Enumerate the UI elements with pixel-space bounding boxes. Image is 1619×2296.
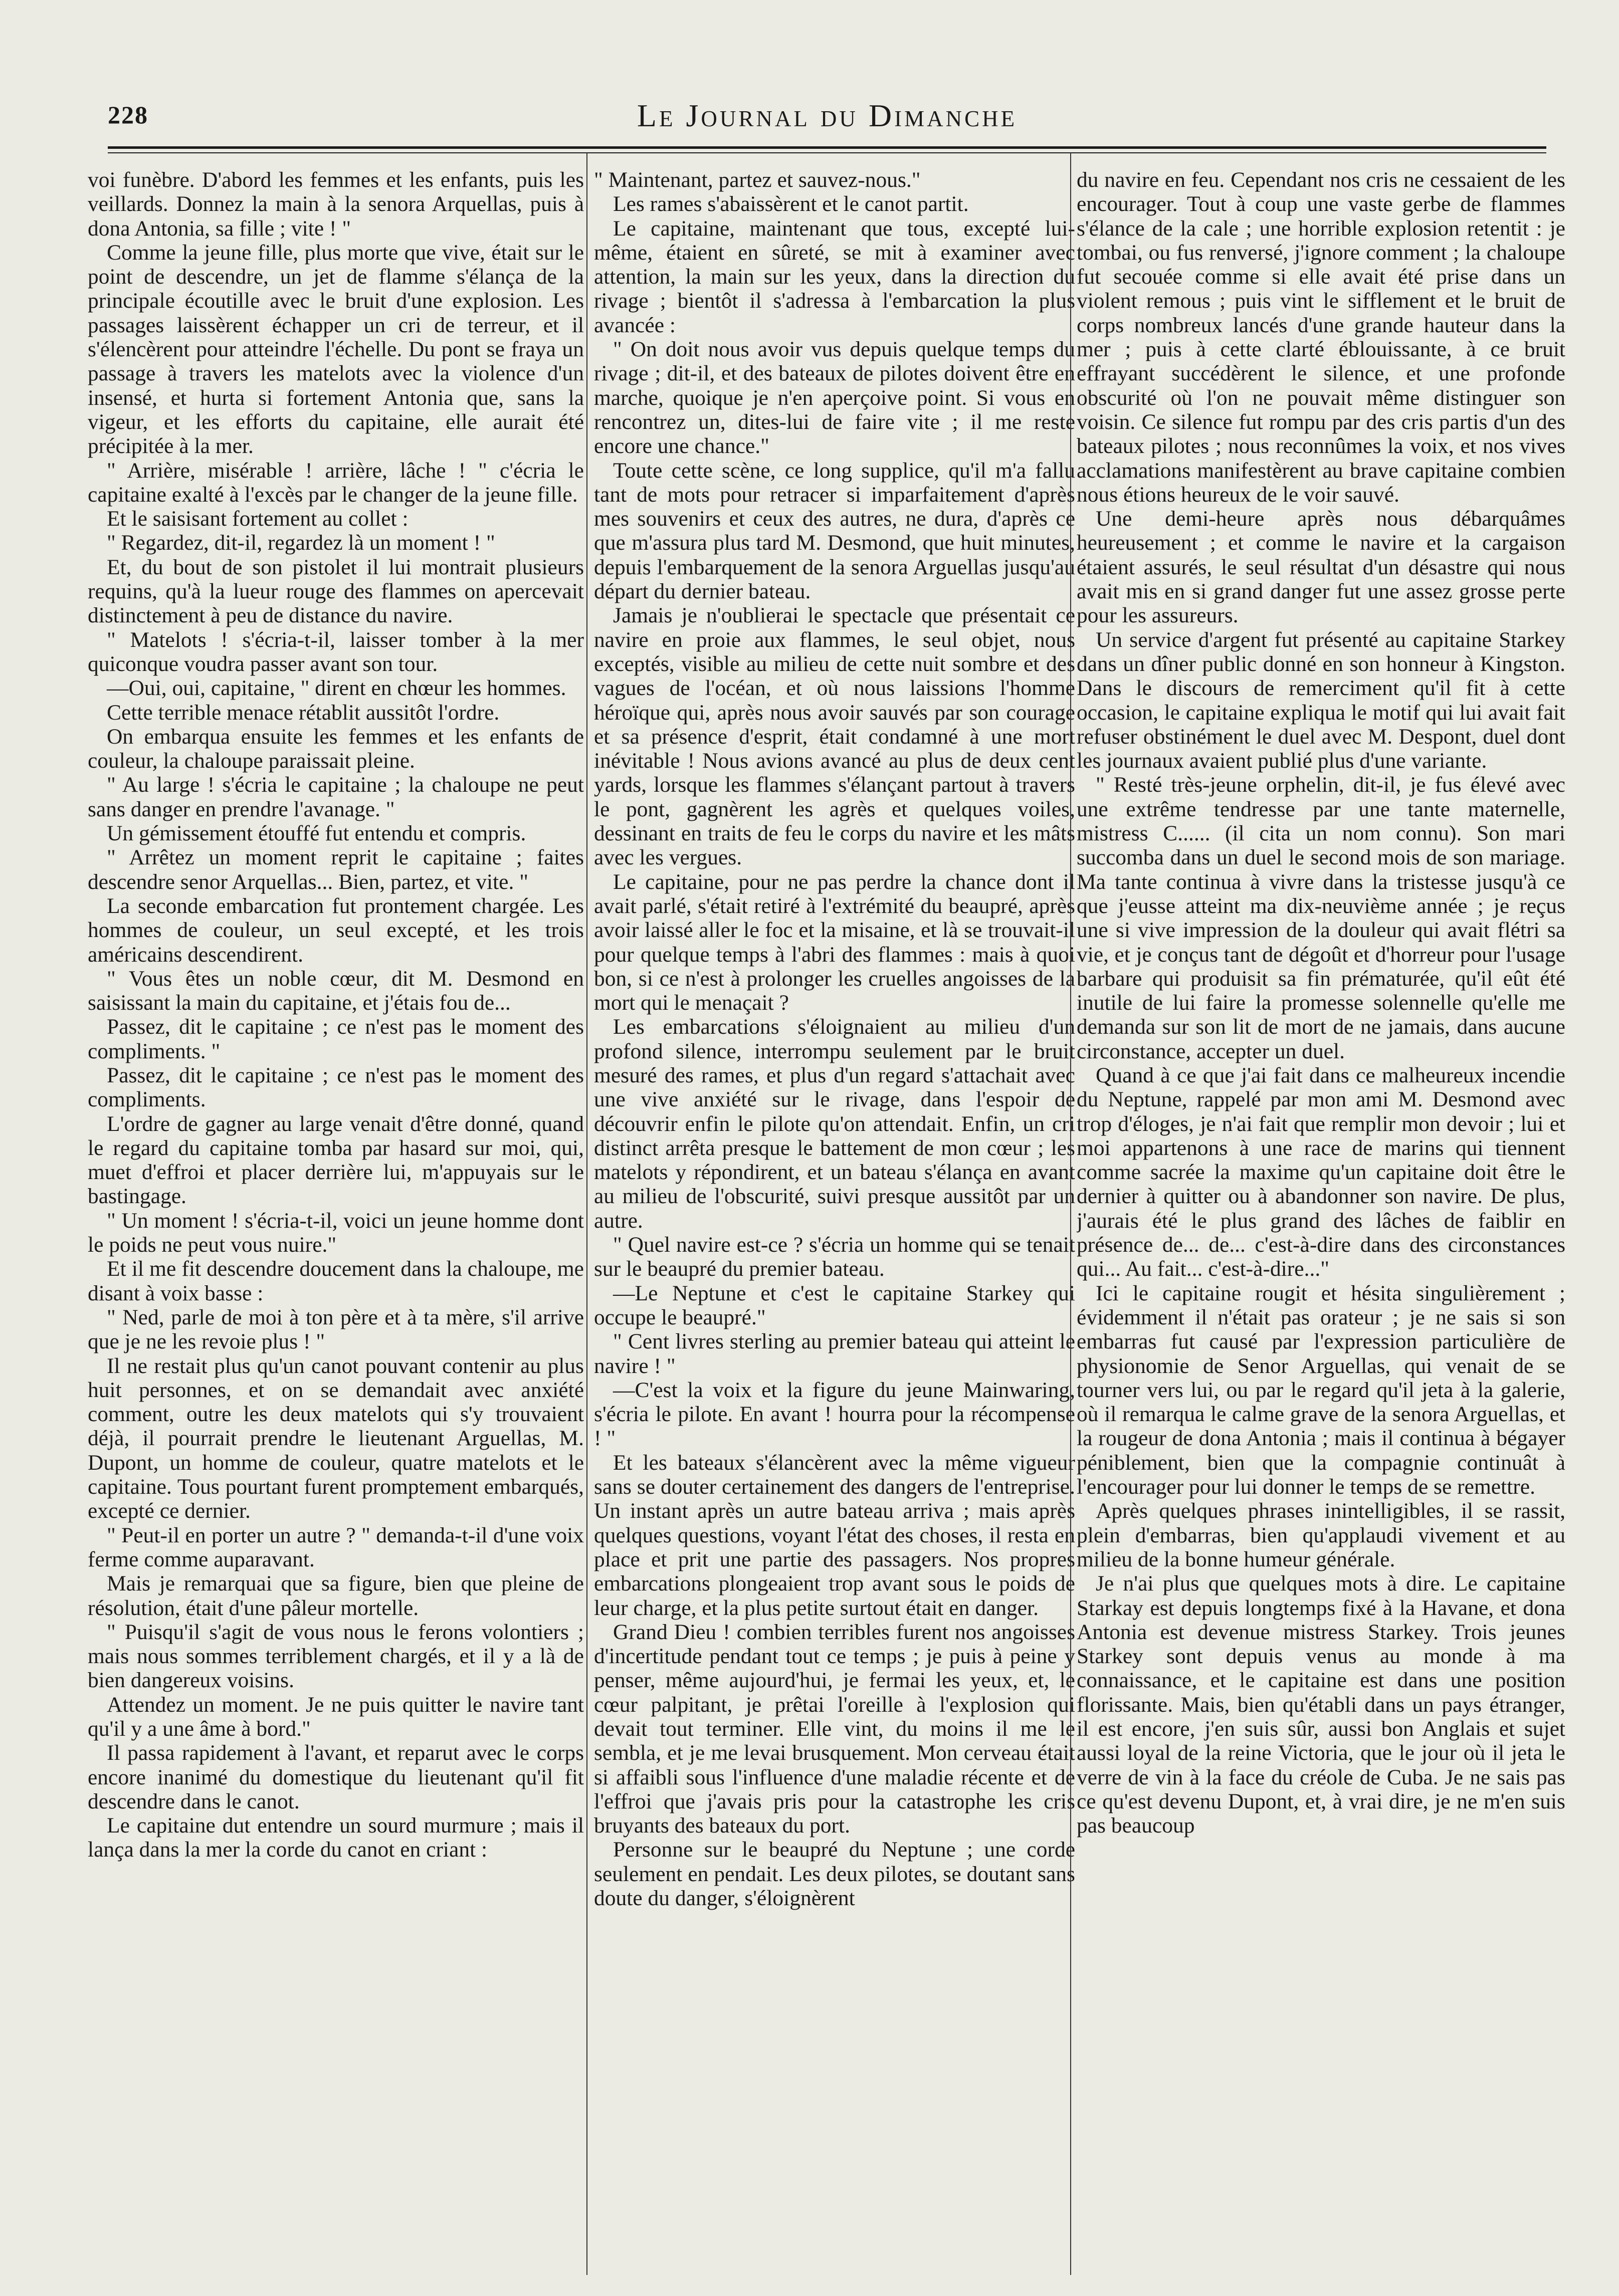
paragraph: Grand Dieu ! combien terribles furent nos angoisses d'incertitude pendant tout ce temps ; je puis à peine y penser, même aujourd'hui, je fermai les yeux, et, le cœur palpitant, je prêtai l'oreille à l'explosion qui devait tout terminer. Elle vint, du moins il me le sembla, et je me levai brusquement. Mon cerveau était si affaibli sous l'influence d'une maladie récente et de l'effroi que j'avais pris pour la catastrophe les cris bruyants des bateaux du port.	[594, 1620, 1075, 1838]
paragraph: Et il me fit descendre doucement dans la chaloupe, me disant à voix basse :	[88, 1257, 584, 1305]
paragraph: Il passa rapidement à l'avant, et reparut avec le corps encore inanimé du domestique du lieutenant qu'il fit descendre dans le canot.	[88, 1741, 584, 1813]
paragraph: " Arrière, misérable ! arrière, lâche ! " c'écria le capitaine exalté à l'excès par le changer de la jeune fille.	[88, 458, 584, 507]
paragraph: " Cent livres sterling au premier bateau qui atteint le navire ! "	[594, 1329, 1075, 1378]
column-separator-1	[586, 153, 587, 2275]
paragraph: Mais je remarquai que sa figure, bien que pleine de résolution, était d'une pâleur mortelle.	[88, 1571, 584, 1620]
header-rule-thick	[108, 146, 1546, 149]
paragraph: On embarqua ensuite les femmes et les enfants de couleur, la chaloupe paraissait pleine.	[88, 724, 584, 773]
paragraph: Quand à ce que j'ai fait dans ce malheureux incendie du Neptune, rappelé par mon ami M. Desmond avec trop d'éloges, je n'ai fait que remplir mon devoir ; lui et moi appartenons à une race de marins qui tiennent comme sacrée la maxime qu'un capitaine doit être le dernier à quitter ou à abandonner son navire. De plus, j'aurais été le plus grand des lâches de faiblir en présence de... de... c'est-à-dire dans des circonstances qui... Au fait... c'est-à-dire..."	[1077, 1063, 1565, 1281]
paragraph: Toute cette scène, ce long supplice, qu'il m'a fallu tant de mots pour retracer si imparfaitement d'après mes souvenirs et ceux des autres, ne dura, d'après ce que m'assura plus tard M. Desmond, que huit minutes, depuis l'embarquement de la senora Arguellas jusqu'au départ du dernier bateau.	[594, 458, 1075, 604]
paragraph: Le capitaine dut entendre un sourd murmure ; mais il lança dans la mer la corde du canot en criant :	[88, 1813, 584, 1862]
paragraph: voi funèbre. D'abord les femmes et les enfants, puis les veillards. Donnez la main à la senora Arquellas, puis à dona Antonia, sa fille ; vite ! "	[88, 168, 584, 241]
paragraph: Jamais je n'oublierai le spectacle que présentait ce navire en proie aux flammes, le seul objet, nous exceptés, visible au milieu de cette nuit sombre et des vagues de l'océan, et où nous laissions l'homme héroïque qui, après nous avoir sauvés par son courage et sa présence d'esprit, était condamné à une mort inévitable ! Nous avions avancé au plus de deux cent yards, lorsque les flammes s'élançant partout à travers le pont, gagnèrent les agrès et quelques voiles, dessinant en traits de feu le corps du navire et les mâts avec les vergues.	[594, 603, 1075, 870]
paragraph: Une demi-heure après nous débarquâmes heureusement ; et comme le navire et la cargaison étaient assurés, le seul résultat d'un désastre qui nous avait mis en si grand danger fut une assez grosse perte pour les assureurs.	[1077, 507, 1565, 628]
column-2	[594, 168, 1075, 2270]
paragraph: Après quelques phrases inintelligibles, il se rassit, plein d'embarras, bien qu'applaudi vivement et au milieu de la bonne humeur générale.	[1077, 1499, 1565, 1571]
paragraph: " Peut-il en porter un autre ? " demanda-t-il d'une voix ferme comme auparavant.	[88, 1523, 584, 1571]
paragraph: du navire en feu. Cependant nos cris ne cessaient de les encourager. Tout à coup une vaste gerbe de flammes s'élance de la cale ; une horrible explosion retentit : je tombai, ou fus renversé, j'ignore comment ; la chaloupe fut secouée comme si elle avait été prise dans un violent remous ; puis vint le sifflement et le bruit de corps nombreux lancés d'une grande hauteur dans la mer ; puis à cette clarté éblouissante, à ce bruit effrayant succédèrent le silence, et une profonde obscurité où l'on ne pouvait même distinguer son voisin. Ce silence fut rompu par des cris partis d'un des bateaux pilotes ; nous reconnûmes la voix, et nos vives acclamations manifestèrent au brave capitaine combien nous étions heureux de le voir sauvé.	[1077, 168, 1565, 507]
paragraph: Le capitaine, maintenant que tous, excepté lui-même, étaient en sûreté, se mit à examiner avec attention, la main sur les yeux, dans la direction du rivage ; bientôt il s'adressa à l'embarcation la plus avancée :	[594, 216, 1075, 337]
page-header	[108, 95, 1546, 145]
paragraph: Attendez un moment. Je ne puis quitter le navire tant qu'il y a une âme à bord."	[88, 1692, 584, 1741]
paragraph: Il ne restait plus qu'un canot pouvant contenir au plus huit personnes, et on se demandait avec anxiété comment, outre les deux matelots qui s'y trouvaient déjà, il pourrait prendre le lieutenant Arguellas, M. Dupont, un homme de couleur, quatre matelots et le capitaine. Tous pourtant furent promptement embarqués, excepté ce dernier.	[88, 1353, 584, 1523]
paragraph: Passez, dit le capitaine ; ce n'est pas le moment des compliments. "	[88, 1015, 584, 1063]
paragraph: Cette terrible menace rétablit aussitôt l'ordre.	[107, 700, 500, 725]
paragraph: Personne sur le beaupré du Neptune ; une corde seulement en pendait. Les deux pilotes, se doutant sans doute du danger, s'éloignèrent	[594, 1838, 1075, 1911]
paragraph: " Quel navire est-ce ? s'écria un homme qui se tenait sur le beaupré du premier bateau.	[594, 1233, 1075, 1281]
paragraph: " Resté très-jeune orphelin, dit-il, je fus élevé avec une extrême tendresse par une tante maternelle, mistress C...... (il cita un nom connu). Son mari succomba dans un duel le second mois de son mariage. Ma tante continua à vivre dans la tristesse jusqu'à ce que j'eusse atteint ma dix-neuvième année ; je reçus une si vive impression de la douleur qui avait flétri sa vie, et je conçus tant de dégoût et d'horreur pour l'usage barbare qui produisit sa fin prématurée, qu'il eût été inutile de lui faire la promesse solennelle qu'elle me demanda sur son lit de mort de ne jamais, dans aucune circonstance, accepter un duel.	[1077, 773, 1565, 1063]
paragraph: " On doit nous avoir vus depuis quelque temps du rivage ; dit-il, et des bateaux de pilotes doivent être en marche, quoique je n'en aperçoive point. Si vous en rencontrez un, dites-lui de faire vite ; il me reste encore une chance."	[594, 337, 1075, 458]
paragraph: " Vous êtes un noble cœur, dit M. Desmond en saisissant la main du capitaine, et j'étais fou de...	[88, 966, 584, 1015]
paragraph: " Matelots ! s'écria-t-il, laisser tomber à la mer quiconque voudra passer avant son tour.	[88, 627, 584, 676]
paragraph: L'ordre de gagner au large venait d'être donné, quand le regard du capitaine tomba par hasard sur moi, qui, muet d'effroi et placer derrière lui, m'appuyais sur le bastingage.	[88, 1111, 584, 1209]
paragraph: Et les bateaux s'élancèrent avec la même vigueur sans se douter certainement des dangers de l'entreprise. Un instant après un autre bateau arriva ; mais après quelques questions, voyant l'état des choses, il resta en place et prit une partie des passagers. Nos propres embarcations plongeaient trop avant sous le poids de leur charge, et la plus petite surtout était en danger.	[594, 1450, 1075, 1620]
paragraph: —Oui, oui, capitaine, " dirent en chœur les hommes.	[107, 676, 566, 701]
paragraph: Ici le capitaine rougit et hésita singulièrement ; évidemment il n'était pas orateur ; je ne sais si son embarras fut causé par l'expression particulière de physionomie de Senor Arguellas, qui venait de se tourner vers lui, ou par le regard qu'il jeta à la galerie, où il remarqua le calme grave de la senora Arguellas, et la rougeur de dona Antonia ; mais il continua à bégayer péniblement, bien que la compagnie continuât à l'encourager pour lui donner le temps de se remettre.	[1077, 1281, 1565, 1499]
paragraph: " Puisqu'il s'agit de vous nous le ferons volontiers ; mais nous sommes terriblement chargés, et il y a là de bien dangereux voisins.	[88, 1620, 584, 1693]
paragraph: La seconde embarcation fut prontement chargée. Les hommes de couleur, un seul excepté, et les trois américains descendirent.	[88, 893, 584, 967]
paragraph: " Ned, parle de moi à ton père et à ta mère, s'il arrive que je ne les revoie plus ! "	[88, 1305, 584, 1354]
paragraph: " Regardez, dit-il, regardez là un moment ! "	[107, 531, 495, 555]
paragraph: Un service d'argent fut présenté au capitaine Starkey dans un dîner public donné en son honneur à Kingston. Dans le discours de remerciment qu'il fit à cette occasion, le capitaine expliqua le motif qui lui avait fait refuser obstinément le duel avec M. Despont, duel dont les journaux avaient publié plus d'une variante.	[1077, 627, 1565, 773]
journal-title: Le Journal du Dimanche	[637, 98, 1018, 133]
paragraph: " Un moment ! s'écria-t-il, voici un jeune homme dont le poids ne peut vous nuire."	[88, 1208, 584, 1257]
paragraph: —Le Neptune et c'est le capitaine Starkey qui occupe le beaupré."	[594, 1281, 1075, 1329]
paragraph: Et, du bout de son pistolet il lui montrait plusieurs requins, qu'à la lueur rouge des flammes on apercevait distinctement à peu de distance du navire.	[88, 555, 584, 628]
paragraph: Les rames s'abaissèrent et le canot partit.	[613, 192, 969, 216]
paragraph: " Au large ! s'écria le capitaine ; la chaloupe ne peut sans danger en prendre l'avanage. "	[88, 773, 584, 821]
paragraph: Les embarcations s'éloignaient au milieu d'un profond silence, interrompu seulement par le bruit mesuré des rames, et plus d'un regard s'attachait avec une vive anxiété sur le rivage, dans l'espoir de découvrir enfin le pilote qu'on attendait. Enfin, un cri distinct arrêta presque le battement de mon cœur ; les matelots y répondirent, et un bateau s'élança en avant au milieu de l'obscurité, suivi presque aussitôt par un autre.	[594, 1015, 1075, 1233]
paragraph: —C'est la voix et la figure du jeune Mainwaring, s'écria le pilote. En avant ! hourra pour la récompense ! "	[594, 1377, 1075, 1451]
column-separator-2	[1070, 153, 1071, 2275]
paragraph: Le capitaine, pour ne pas perdre la chance dont il avait parlé, s'était retiré à l'extrémité du beaupré, après avoir laissé aller le foc et la misaine, et là se trouvait-il pour quelque temps à l'abri des flammes : mais à quoi bon, si ce n'est à prolonger les cruelles angoisses de la mort qui le menaçait ?	[594, 869, 1075, 1015]
column-3	[1077, 168, 1565, 2270]
paragraph: Comme la jeune fille, plus morte que vive, était sur le point de descendre, un jet de flamme s'élança de la principale écoutille avec le bruit d'une explosion. Les passages laissèrent échapper un cri de terreur, et il s'élencèrent pour atteindre l'échelle. Du pont se fraya un passage à travers les matelots avec la violence d'un insensé, et hurta si fortement Antonia que, sans la vigeur, et les efforts du capitaine, elle aurait été précipitée à la mer.	[88, 240, 584, 458]
header-rule-thin	[108, 152, 1546, 153]
paragraph: Et le saisisant fortement au collet :	[107, 507, 409, 531]
paragraph: " Maintenant, partez et sauvez-nous."	[594, 168, 921, 192]
paragraph: Je n'ai plus que quelques mots à dire. Le capitaine Starkay est depuis longtemps fixé à la Havane, et dona Antonia est devenue mistress Starkey. Trois jeunes Starkey sont depuis venus au monde à ma connaissance, et le capitaine est dans une position florissante. Mais, bien qu'établi dans un pays étranger, il est encore, j'en suis sûr, aussi bon Anglais et sujet aussi loyal de la reine Victoria, que le jour où il jeta le verre de vin à la face du créole de Cuba. Je ne sais pas ce qu'est devenu Dupont, et, à vrai dire, je ne m'en suis pas beaucoup	[1077, 1571, 1565, 1838]
paragraph: Un gémissement étouffé fut entendu et compris.	[107, 821, 526, 846]
page-number: 228	[108, 101, 148, 129]
paragraph: " Arrêtez un moment reprit le capitaine ; faites descendre senor Arquellas... Bien, partez, et vite. "	[88, 845, 584, 894]
paragraph: Passez, dit le capitaine ; ce n'est pas le moment des compliments.	[88, 1063, 584, 1112]
column-1	[88, 168, 584, 2270]
